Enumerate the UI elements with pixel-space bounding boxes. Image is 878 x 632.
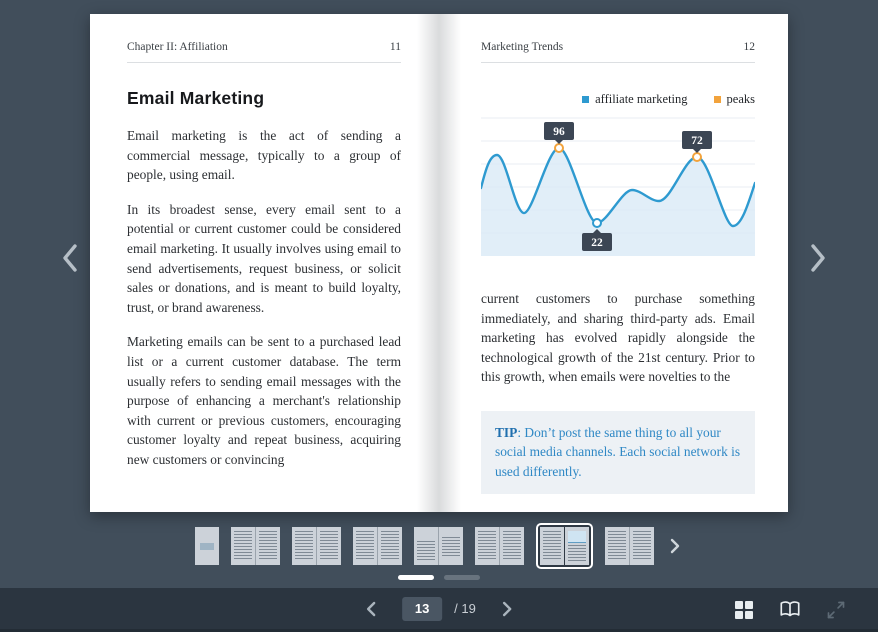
paragraph: In its broadest sense, every email sent to a potential or current customer could be considered email marketing. It usually involves using email to send advertisements, request business, or solicit sales or donations, and is meant to build loyalty, trust, or brand awareness. — [127, 201, 401, 315]
thumbnail-page — [475, 527, 499, 565]
next-page-button[interactable] — [496, 598, 518, 620]
thumbnail-spread[interactable] — [475, 527, 524, 565]
thumbnail-page — [256, 527, 280, 565]
book-view-button[interactable] — [778, 598, 802, 622]
left-page-number: 11 — [389, 41, 401, 53]
right-page-number: 12 — [743, 41, 755, 53]
fullscreen-button[interactable] — [824, 598, 848, 622]
legend-swatch-orange — [714, 96, 721, 103]
left-page-header — [127, 41, 401, 63]
tip-label: TIP — [495, 424, 518, 440]
legend-item-peaks — [714, 92, 755, 107]
area-chart-svg — [481, 116, 755, 256]
section-title: Marketing Trends — [481, 41, 564, 53]
previous-spread-button[interactable] — [53, 236, 87, 280]
thumbnail-page — [378, 527, 402, 565]
page-number-input[interactable] — [402, 597, 442, 621]
peak-marker-96 — [555, 144, 563, 152]
trough-marker-22 — [593, 219, 601, 227]
chevron-right-icon — [500, 600, 514, 618]
chevron-left-icon — [53, 236, 87, 280]
open-book-icon — [779, 599, 801, 621]
thumbnail-spread[interactable] — [353, 527, 402, 565]
right-page — [439, 14, 788, 512]
page-total-label: / 19 — [454, 601, 476, 616]
thumbnail-page — [630, 527, 654, 565]
tooltip-value: 96 — [553, 126, 565, 138]
thumbnail-page — [317, 527, 341, 565]
article-title: Email Marketing — [127, 88, 265, 108]
tooltip-72 — [682, 131, 712, 153]
chevron-right-icon — [669, 537, 681, 555]
tip-callout — [481, 411, 755, 494]
tooltip-value: 72 — [691, 135, 703, 147]
thumbnail-current-spread[interactable] — [536, 523, 593, 569]
chevron-right-icon — [801, 236, 835, 280]
legend-label: affiliate marketing — [595, 92, 688, 106]
peak-marker-72 — [693, 153, 701, 161]
thumbnail-page — [439, 527, 463, 565]
next-spread-button[interactable] — [801, 236, 835, 280]
chapter-title: Chapter II: Affiliation — [127, 41, 228, 53]
tooltip-value: 22 — [591, 237, 603, 249]
thumbnail-page — [353, 527, 377, 565]
thumbnail-spread[interactable] — [605, 527, 654, 565]
legend-label: peaks — [726, 92, 755, 106]
thumbnails-scroll-next-button[interactable] — [666, 527, 684, 565]
dot-page-1[interactable] — [398, 575, 434, 580]
grid-view-icon — [735, 601, 753, 619]
paragraph: Marketing emails can be sent to a purchased lead list or a current customer database. The term usually refers to sending email messages with the purpose of enhancing a merchant's relationship with current or previous customers, encouraging customer loyalty and repeat business, acquiring new customers or convincing — [127, 334, 401, 467]
thumbnail-page — [500, 527, 524, 565]
thumbnail-cover[interactable] — [195, 527, 219, 565]
view-tools — [732, 588, 848, 632]
book-spread — [90, 14, 788, 512]
thumbnail-page — [195, 527, 219, 565]
thumbnail-pagination-dots — [0, 575, 878, 580]
tip-text: : Don’t post the same thing to all your social media channels. Each social network is used differently. — [495, 424, 741, 479]
thumbnail-page — [540, 527, 564, 565]
previous-page-button[interactable] — [360, 598, 382, 620]
legend-item-affiliate — [582, 92, 687, 107]
thumbnail-page — [414, 527, 438, 565]
paragraph: current customers to purchase something immediately, and sharing third-party ads. Email marketing has evolved rapidly alongside the technological growth of the 21st century. Prior to this growth, when emails were novelties to the — [481, 291, 755, 385]
thumbnail-strip — [0, 521, 878, 571]
page-navigation — [360, 587, 518, 631]
right-page-header — [481, 41, 755, 63]
thumbnail-page — [231, 527, 255, 565]
thumbnail-spread[interactable] — [414, 527, 463, 565]
bottom-toolbar — [0, 588, 878, 632]
chevron-left-icon — [364, 600, 378, 618]
legend-swatch-blue — [582, 96, 589, 103]
thumbnail-page — [605, 527, 629, 565]
fullscreen-expand-icon — [826, 600, 846, 620]
thumbnail-spread[interactable] — [292, 527, 341, 565]
thumbnail-spread[interactable] — [231, 527, 280, 565]
left-page — [90, 14, 439, 512]
trend-chart — [481, 116, 755, 261]
paragraph: Email marketing is the act of sending a commercial message, typically to a group of people, using email. — [127, 128, 401, 183]
chart-legend — [481, 92, 755, 107]
dot-page-2[interactable] — [444, 575, 480, 580]
thumbnail-page — [565, 527, 589, 565]
thumbnail-page — [292, 527, 316, 565]
grid-view-button[interactable] — [732, 598, 756, 622]
